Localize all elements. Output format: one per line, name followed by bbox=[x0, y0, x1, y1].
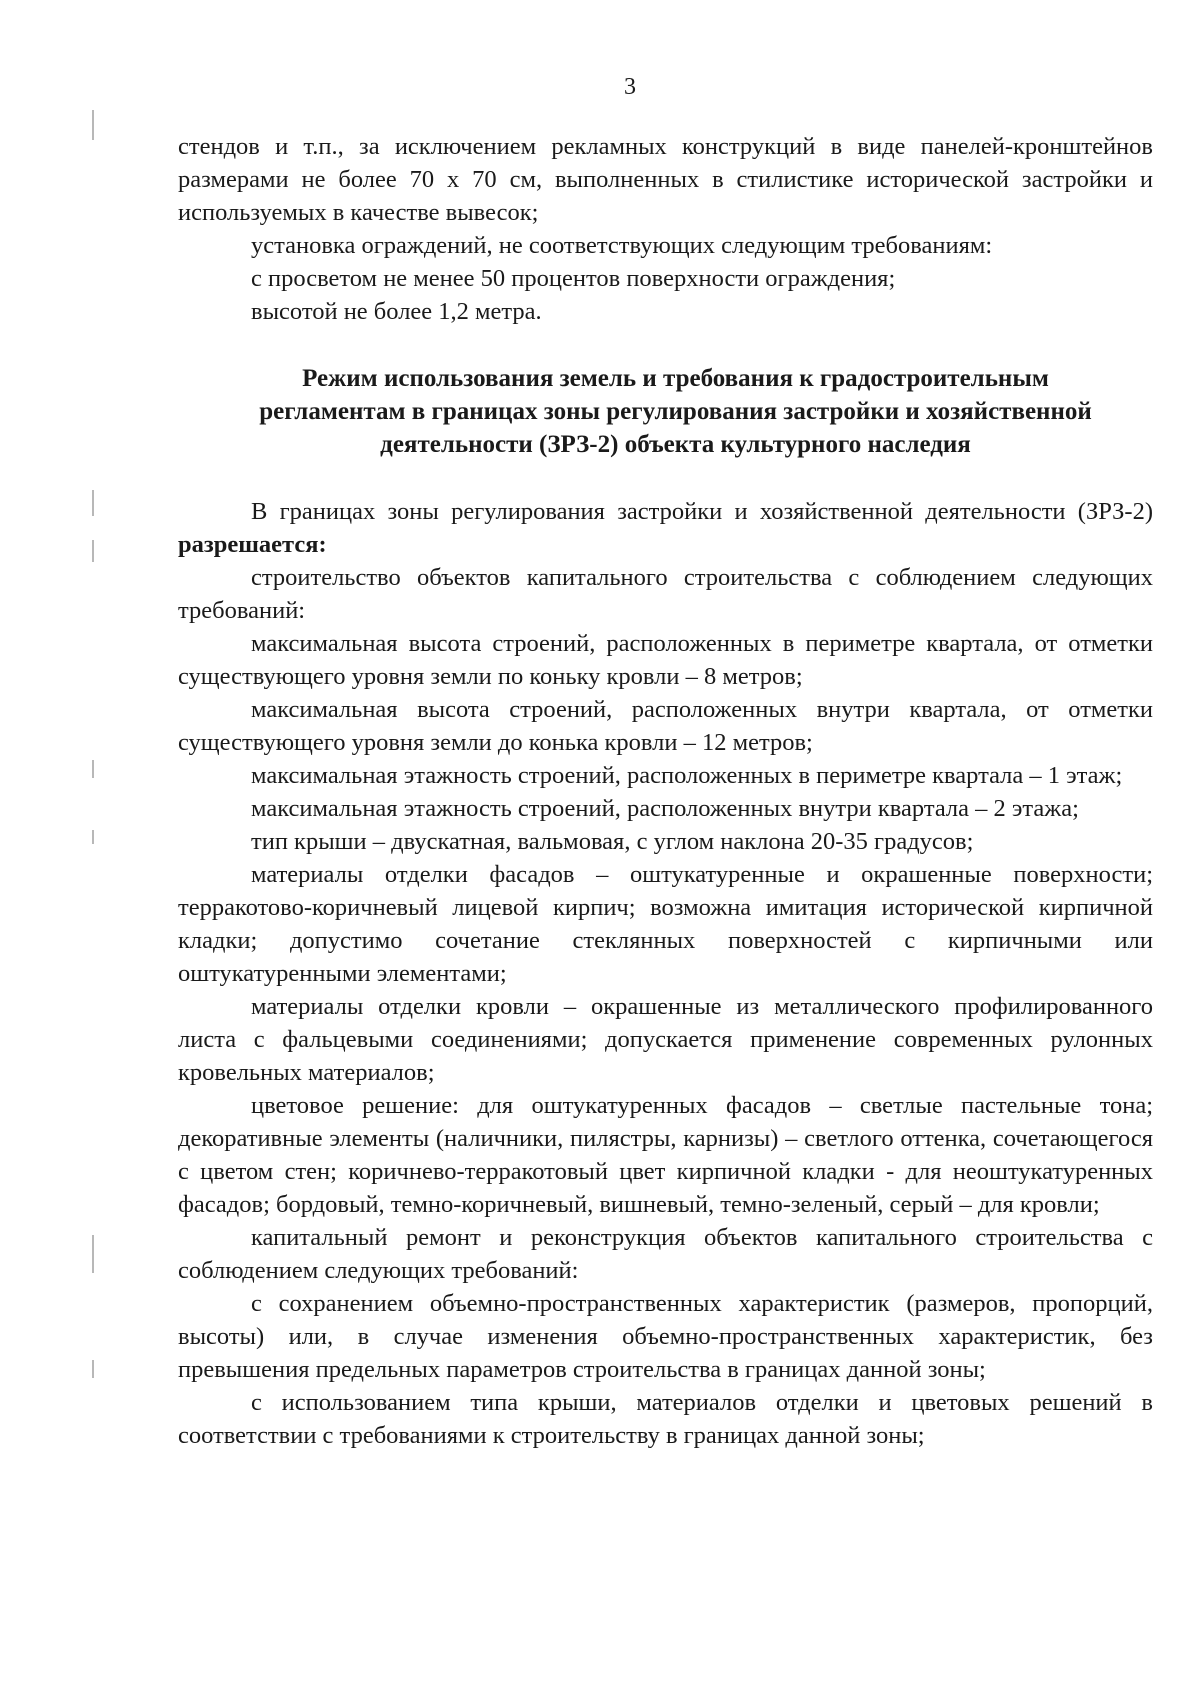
scan-artifact bbox=[92, 1235, 94, 1255]
intro-paragraph: с просветом не менее 50 процентов поверхности ограждения; bbox=[251, 265, 896, 292]
intro-paragraph: установка ограждений, не соответствующих следующим требованиям: bbox=[251, 232, 993, 259]
scan-artifact bbox=[92, 110, 94, 140]
document-body bbox=[178, 130, 1153, 1452]
intro-paragraph: высотой не более 1,2 метра. bbox=[251, 298, 542, 325]
body-paragraph: максимальная этажность строений, расположенных в периметре квартала – 1 этаж; bbox=[251, 762, 1123, 789]
heading-line: деятельности (ЗРЗ-2) объекта культурного наследия bbox=[380, 431, 971, 458]
scan-artifact bbox=[92, 760, 94, 778]
section-heading bbox=[178, 362, 1153, 461]
intro-paragraph: стендов и т.п., за исключением рекламных конструкций в виде панелей-кронштейнов размерами не более 70 х 70 см, выполненных в стилистике исторической застройки и используемых в качестве вывесок; bbox=[178, 133, 1153, 226]
body-paragraph: максимальная высота строений, расположенных внутри квартала, от отметки существующего уровня земли до конька кровли – 12 метров; bbox=[178, 696, 1153, 756]
body-paragraph: строительство объектов капитального строительства с соблюдением следующих требований: bbox=[178, 564, 1153, 624]
body-paragraph: максимальная этажность строений, расположенных внутри квартала – 2 этажа; bbox=[251, 795, 1079, 822]
body-paragraph: материалы отделки кровли – окрашенные из металлического профилированного листа с фальцевыми соединениями; допускается применение современных рулонных кровельных материалов; bbox=[178, 993, 1153, 1086]
heading-line: Режим использования земель и требования к градостроительным bbox=[302, 365, 1049, 392]
scan-artifact bbox=[92, 1255, 94, 1273]
body-paragraph: с использованием типа крыши, материалов отделки и цветовых решений в соответствии с требованиями к строительству в границах данной зоны; bbox=[178, 1389, 1153, 1449]
scan-artifact bbox=[92, 490, 94, 516]
body-paragraph: капитальный ремонт и реконструкция объектов капитального строительства с соблюдением следующих требований: bbox=[178, 1224, 1153, 1284]
body-paragraph: тип крыши – двускатная, вальмовая, с углом наклона 20-35 градусов; bbox=[251, 828, 974, 855]
scan-artifact bbox=[92, 1360, 94, 1378]
bold-term: разрешается: bbox=[178, 531, 327, 558]
scan-artifact bbox=[92, 540, 94, 562]
body-paragraph: максимальная высота строений, расположенных в периметре квартала, от отметки существующего уровня земли по коньку кровли – 8 метров; bbox=[178, 630, 1153, 690]
page-number: 3 bbox=[624, 74, 636, 100]
body-text: В границах зоны регулирования застройки и хозяйственной деятельности (ЗРЗ-2) bbox=[251, 498, 1153, 525]
body-paragraph: цветовое решение: для оштукатуренных фасадов – светлые пастельные тона; декоративные элементы (наличники, пилястры, карнизы) – светлого оттенка, сочетающегося с цветом стен; коричнево-терракотовый цвет кирпичной кладки - для неоштукатуренных фасадов; бордовый, темно-коричневый, вишневый, темно-зеленый, серый – для кровли; bbox=[178, 1092, 1153, 1218]
heading-line: регламентам в границах зоны регулирования застройки и хозяйственной bbox=[259, 398, 1092, 425]
body-paragraph: с сохранением объемно-пространственных характеристик (размеров, пропорций, высоты) или, в случае изменения объемно-пространственных характеристик, без превышения предельных параметров строительства в границах данной зоны; bbox=[178, 1290, 1153, 1383]
scan-artifact bbox=[92, 830, 94, 844]
body-paragraph: материалы отделки фасадов – оштукатуренные и окрашенные поверхности; терракотово-коричневый лицевой кирпич; возможна имитация исторической кирпичной кладки; допустимо сочетание стеклянных поверхностей с кирпичными или оштукатуренными элементами; bbox=[178, 861, 1153, 987]
body-paragraph bbox=[178, 495, 1153, 561]
